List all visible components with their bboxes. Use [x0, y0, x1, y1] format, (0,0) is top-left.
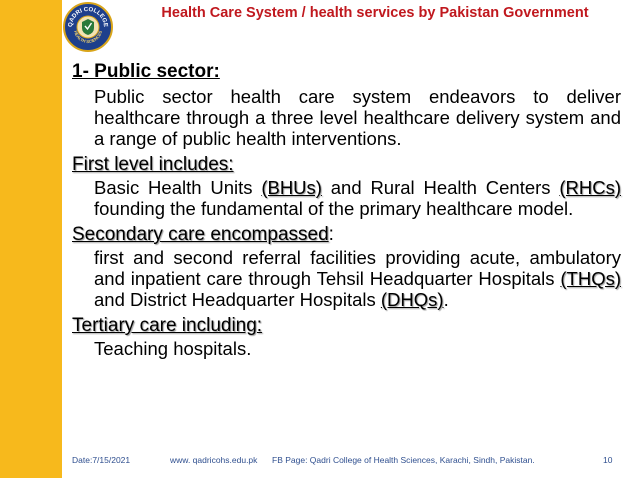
dhq-abbr: (DHQs): [380, 289, 444, 310]
rhc-abbr: (RHCs): [559, 177, 621, 198]
tertiary-paragraph: Teaching hospitals.: [94, 338, 252, 359]
slide-title: Health Care System / health services by Pakistan Government: [161, 5, 589, 21]
sidebar-accent-bar: [0, 0, 62, 478]
secondary-paragraph: first and second referral facilities providing acute, ambulatory and inpatient care through Tehsil Headquarter Hospitals (THQs) and District Headquarter Hospitals (DHQs).: [94, 247, 621, 310]
first-level-paragraph: Basic Health Units (BHUs) and Rural Health Centers (RHCs) founding the fundamental of the primary healthcare model.: [94, 177, 621, 219]
first-level-heading: First level includes:: [72, 154, 234, 175]
footer-website[interactable]: www. qadricohs.edu.pk: [170, 455, 258, 465]
footer-date: Date:7/15/2021: [72, 455, 131, 465]
intro-paragraph: Public sector health care system endeavors to deliver healthcare through a three level healthcare delivery system and a range of public health interventions.: [94, 86, 621, 149]
svg-text:HEALTH SCIENCES: HEALTH SCIENCES: [73, 30, 103, 45]
page-number: 10: [603, 455, 613, 465]
slide-content: [72, 60, 621, 359]
svg-text:QADRI COLLEGE: QADRI COLLEGE: [67, 6, 109, 28]
tertiary-heading: Tertiary care including:: [72, 315, 263, 336]
footer-fb-page: FB Page: Qadri College of Health Sciences, Karachi, Sindh, Pakistan.: [272, 455, 535, 465]
secondary-heading: Secondary care encompassed: [72, 224, 329, 245]
college-logo: [63, 2, 113, 52]
section-heading: 1- Public sector:: [72, 61, 220, 82]
thq-abbr: (THQs): [560, 268, 621, 289]
secondary-heading-line: Secondary care encompassed:: [72, 224, 334, 245]
bhu-abbr: (BHUs): [261, 177, 322, 198]
